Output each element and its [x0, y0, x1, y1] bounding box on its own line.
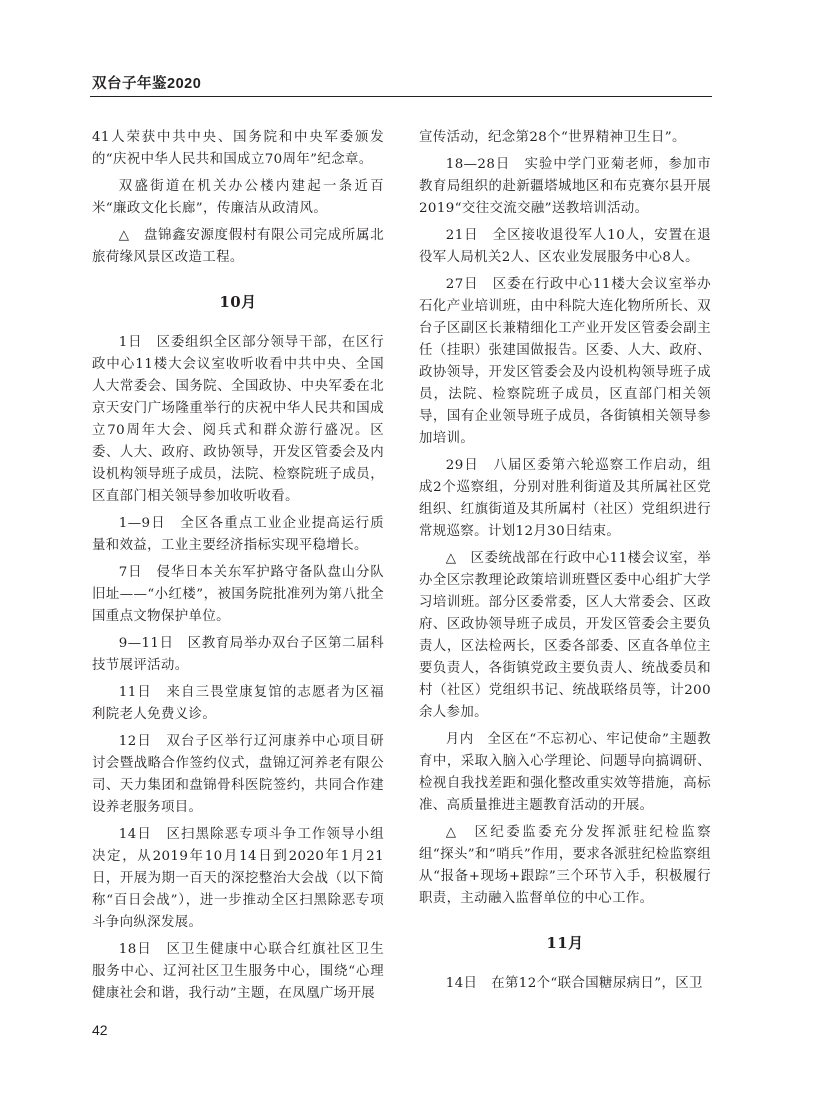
chronicle-entry: 14日 在第12个“联合国糖尿病日”，区卫 [445, 976, 703, 991]
chronicle-entry: 27日 区委在行政中心11楼大会议室举办石化产业培训班，由中科院大连化物所所长、双台子区副区长兼精细化工产业开发区管委会副主任（挂职）张建国做报告。区委、人大、政府、政协领导，开发区管委会及内设机构领导班子成员，法院、检察院班子成员，区直部门相关领导，国有企业领导班子成员，各街镇相关领导参加培训。 [419, 277, 711, 446]
chronicle-entry: 1—9日 全区各重点工业企业提高运行质量和效益，工业主要经济指标实现平稳增长。 [92, 516, 384, 553]
chronicle-entry: △ 区委统战部在行政中心11楼会议室，举办全区宗教理论政策培训班暨区委中心组扩大学习培训班。部分区委常委，区人大常委会、区政府、区政协领导班子成员，开发区管委会主要负责人，区法检两长，区委各部委、区直各单位主要负责人，各街镇党政主要负责人、统战委员和村（社区）党组织书记、统战联络员等，计200余人参加。 [419, 551, 711, 720]
chronicle-entry: 21日 全区接收退役军人10人，安置在退役军人局机关2人、区农业发展服务中心8人。 [419, 228, 711, 265]
continued-paragraph: 41人荣获中共中央、国务院和中央军委颁发的“庆祝中华人民共和国成立70周年”纪念章。 [92, 130, 384, 167]
chronicle-entry: 18日 区卫生健康中心联合红旗社区卫生服务中心、辽河社区卫生服务中心，围绕“心理健康社会和谐，我行动”主题，在凤凰广场开展 [92, 942, 384, 1001]
chronicle-entry: 12日 双台子区举行辽河康养中心项目研讨会暨战略合作签约仪式，盘锦辽河养老有限公司、天力集团和盘锦骨科医院签约，共同合作建设养老服务项目。 [92, 734, 384, 815]
chronicle-entry: 9—11日 区教育局举办双台子区第二届科技节展评活动。 [92, 636, 384, 673]
chronicle-entry: 14日 区扫黑除恶专项斗争工作领导小组决定，从2019年10月14日到2020年1月21日，开展为期一百天的深挖整治大会战（以下简称“百日会战”），进一步推动全区扫黑除恶专项斗争向纵深发展。 [92, 827, 384, 930]
chronicle-entry: 29日 八届区委第六轮巡察工作启动，组成2个巡察组，分别对胜利街道及其所属社区党组织、红旗街道及其所属村（社区）党组织进行常规巡察。计划12月30日结束。 [419, 458, 711, 539]
chronicle-entry: 月内 全区在“不忘初心、牢记使命”主题教育中，采取入脑入心学理论、问题导向搞调研、检视自我找差距和强化整改重实效等措施，高标准、高质量推进主题教育活动的开展。 [419, 732, 711, 813]
running-head: 双台子年鉴2020 [92, 76, 202, 92]
month-heading: 11月 [546, 934, 584, 952]
continued-paragraph: 宣传活动，纪念第28个“世界精神卫生日”。 [419, 130, 686, 145]
right-column [419, 127, 711, 1000]
month-heading: 10月 [219, 293, 257, 311]
chronicle-entry: 7日 侵华日本关东军护路守备队盘山分队旧址——“小红楼”，被国务院批准列为第八批全国重点文物保护单位。 [92, 565, 384, 624]
chronicle-entry: 11日 来自三畏堂康复馆的志愿者为区福利院老人免费义诊。 [92, 685, 384, 722]
chronicle-entry: 1日 区委组织全区部分领导干部，在区行政中心11楼大会议室收听收看中共中央、全国人大常委会、国务院、全国政协、中央军委在北京天安门广场隆重举行的庆祝中华人民共和国成立70周年大会、阅兵式和群众游行盛况。区委、人大、政府、政协领导，开发区管委会及内设机构领导班子成员，法院、检察院班子成员，区直部门相关领导参加收听收看。 [92, 335, 384, 504]
left-column [92, 127, 384, 1010]
chronicle-entry: △ 区纪委监委充分发挥派驻纪检监察组“探头”和“哨兵”作用，要求各派驻纪检监察组从“报备+现场+跟踪”三个环节入手，积极履行职责，主动融入监督单位的中心工作。 [419, 825, 711, 906]
chronicle-entry: △ 盘锦鑫安源度假村有限公司完成所属北旅荷缘风景区改造工程。 [92, 228, 384, 265]
page-number: 42 [92, 1022, 108, 1038]
chronicle-entry: 双盛街道在机关办公楼内建起一条近百米“廉政文化长廊”，传廉洁从政清风。 [92, 179, 384, 216]
chronicle-entry: 18—28日 实验中学门亚菊老师，参加市教育局组织的赴新疆塔城地区和布克赛尔县开展2019“交往交流交融”送教培训活动。 [419, 157, 711, 216]
header-rule [90, 96, 712, 97]
